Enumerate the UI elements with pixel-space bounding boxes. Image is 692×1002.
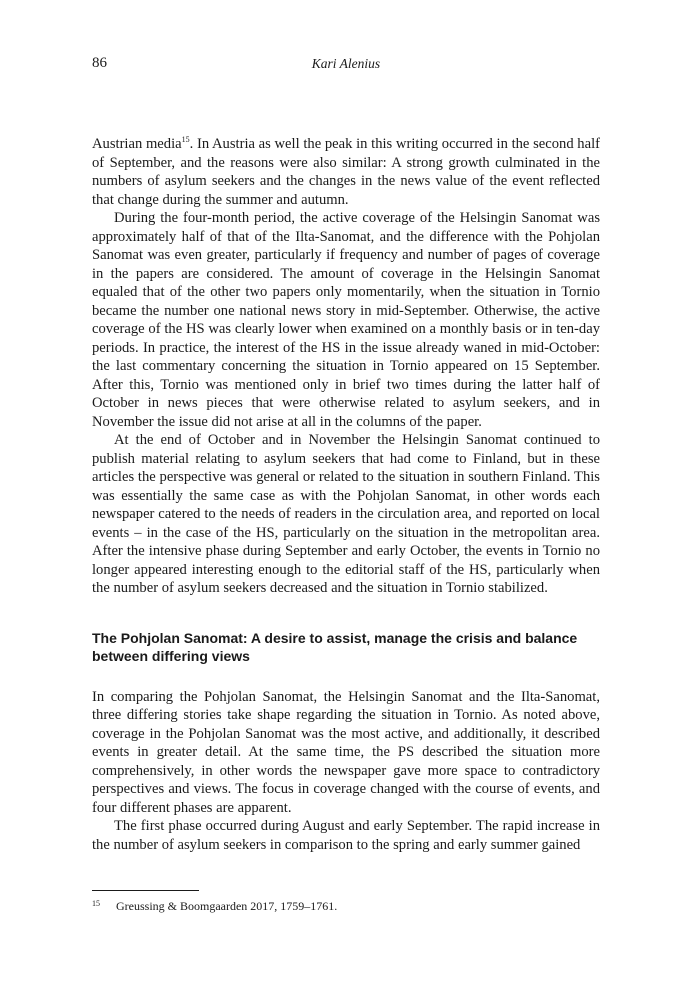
paragraph-5: The first phase occurred during August and early September. The rapid increase in the number of asylum seekers in comparison to the spring and early summer gained	[92, 818, 600, 853]
paragraph-2: During the four-month period, the active coverage of the Helsingin Sanomat was approximately half of that of the Ilta-Sanomat, and the difference with the Pohjolan Sanomat was even greater, particularly if frequency and number of pages of coverage in the papers are considered. The amount of coverage in the Helsingin Sanomat equaled that of the other two papers only momentarily, when the situation in Tornio became the number one national news story in mid-September. Otherwise, the active coverage of the HS was clearly lower when examined on a monthly basis or in ten-day periods. In practice, the interest of the HS in the issue already waned in mid-October: the last commentary concerning the situation in Tornio appeared on 15 September. After this, Tornio was mentioned only in brief two times during the latter half of October in news pieces that were otherwise related to asylum seekers, and in November the issue did not arise at all in the columns of the paper.	[92, 210, 600, 430]
paragraph-1	[92, 135, 600, 209]
footnote	[92, 898, 600, 914]
section-heading: The Pohjolan Sanomat: A desire to assist, manage the crisis and balance between differing views	[92, 629, 578, 664]
body-text	[92, 135, 600, 854]
page-number: 86	[92, 55, 107, 71]
paragraph-1-text: Austrian media	[92, 136, 182, 152]
footnote-reference[interactable]: 15	[181, 135, 190, 145]
paragraph-3: At the end of October and in November the Helsingin Sanomat continued to publish material relating to asylum seekers that had come to Finland, but in these articles the perspective was general or related to the situation in southern Finland. This was essentially the same case as with the Pohjolan Sanomat, in other words each newspaper catered to the needs of readers in the circulation area, and reported on local events – in the case of the HS, particularly on the situation in the metropolitan area. After the intensive phase during September and early October, the events in Tornio no longer appeared interesting enough to the editorial staff of the HS, particularly when the number of asylum seekers decreased and the situation in Tornio stabilized.	[92, 432, 600, 596]
footnote-text: Greussing & Boomgaarden 2017, 1759–1761.	[116, 899, 338, 913]
paragraph-4: In comparing the Pohjolan Sanomat, the Helsingin Sanomat and the Ilta-Sanomat, three differing stories take shape regarding the situation in Tornio. As noted above, coverage in the Pohjolan Sanomat was the most active, and additionally, it described events in greater detail. At the same time, the PS described the situation more comprehensively, in other words the newspaper gave more space to contradictory perspectives and views. The focus in coverage changed with the course of events, and four different phases are apparent.	[92, 688, 600, 816]
footnote-mark: 15	[92, 899, 100, 908]
paragraph-1-text-cont: . In Austria as well the peak in this writing occurred in the second half of September, and the reasons were also similar: A strong growth culminated in the numbers of asylum seekers and the changes in the news value of the event reflected that change during the summer and autumn.	[92, 136, 600, 208]
footnote-divider	[92, 890, 199, 891]
running-head: Kari Alenius	[311, 56, 381, 71]
